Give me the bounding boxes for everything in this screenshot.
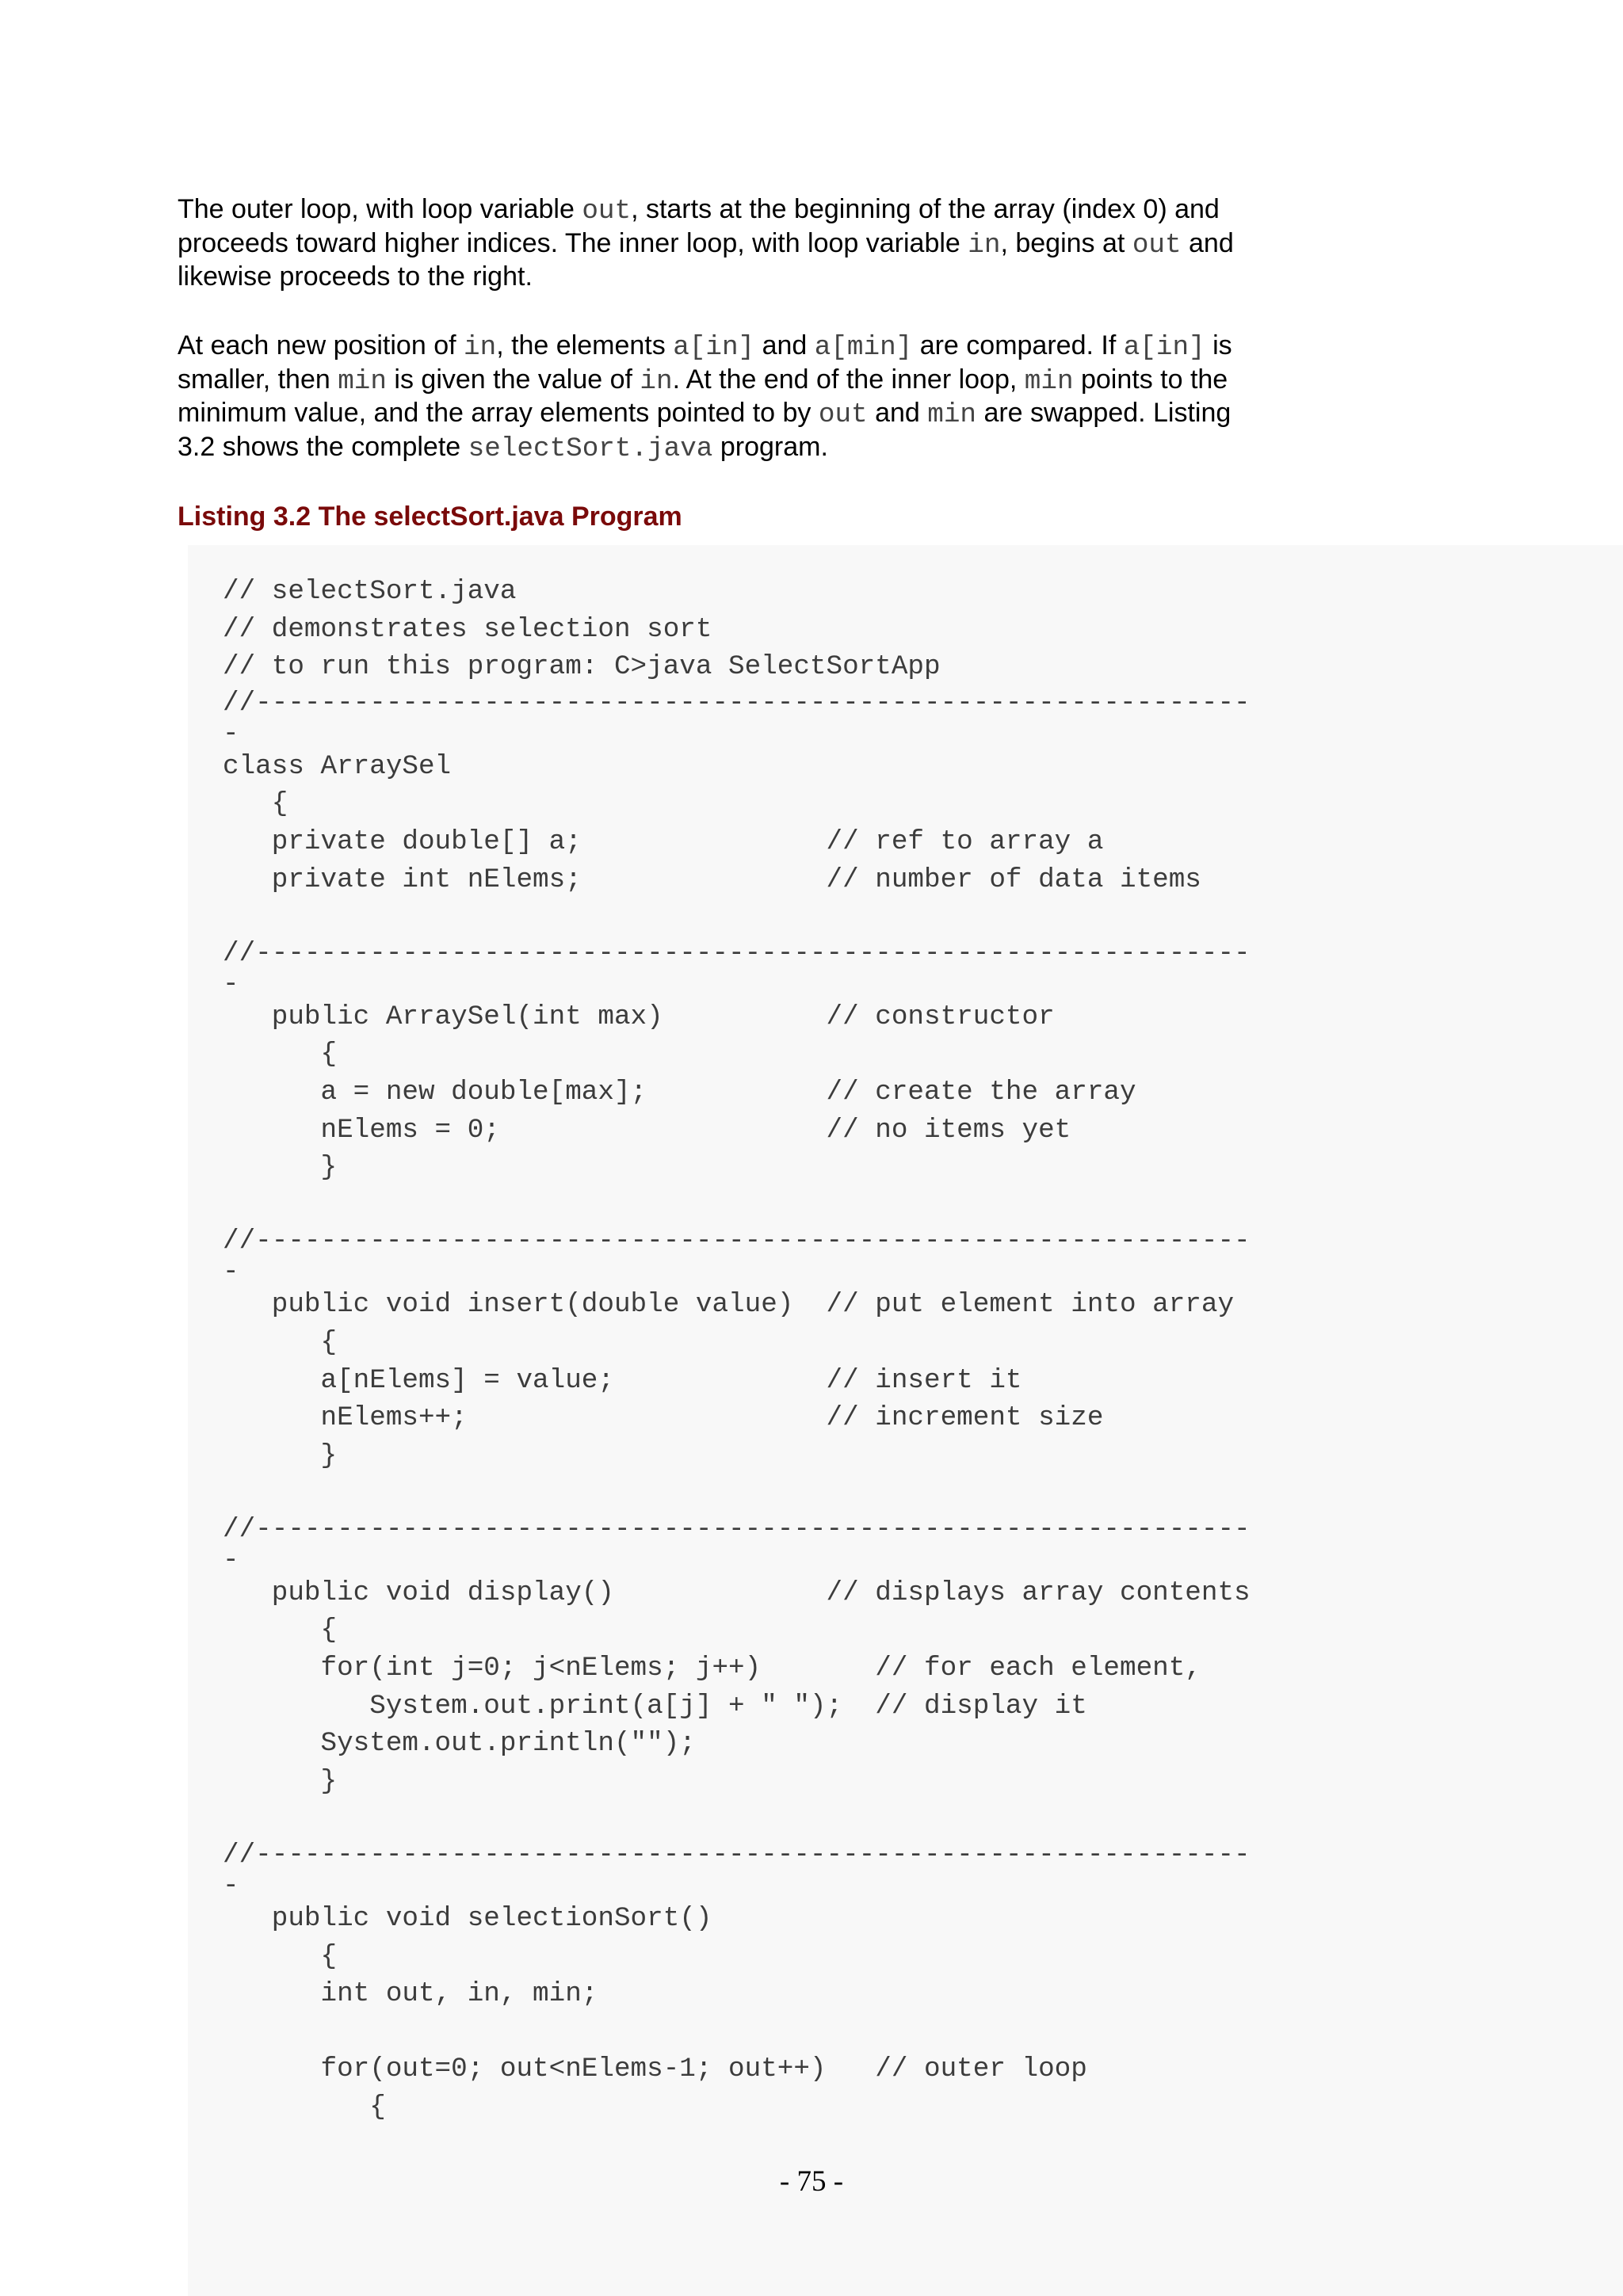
inline-code: out (818, 399, 868, 430)
code-line: class ArraySel (223, 750, 452, 782)
code-line: int out, in, min; (223, 1978, 598, 2010)
text-run: , the elements (496, 330, 674, 360)
paragraph-line (178, 227, 1234, 261)
code-line: { (223, 1326, 338, 1358)
inline-code: in (640, 365, 673, 397)
text-run: is (1205, 330, 1232, 360)
code-line: // demonstrates selection sort (223, 613, 712, 645)
code-blank-line (223, 2013, 1251, 2051)
code-line: nElems++; // increment size (223, 1402, 1104, 1434)
code-separator-wrap: - (223, 1257, 239, 1288)
page-number: - 75 - (779, 2165, 844, 2198)
text-run: is given the value of (386, 364, 640, 395)
text-run: The outer loop, with loop variable (178, 194, 582, 224)
code-separator-line: //------------------------------------------------------------- (223, 1840, 1251, 1871)
code-line: { (223, 1615, 338, 1646)
text-run: At each new position of (178, 330, 464, 360)
code-line: } (223, 1765, 338, 1797)
listing-heading: Listing 3.2 The selectSort.java Program (178, 502, 682, 532)
paragraph-outer-inner-loop (178, 193, 1234, 294)
paragraph-line (178, 193, 1234, 227)
code-line: System.out.println(""); (223, 1728, 696, 1760)
code-line: // selectSort.java (223, 576, 517, 607)
paragraph-line (178, 363, 1232, 397)
paragraph-line (178, 430, 1232, 464)
code-separator-wrap: - (223, 718, 239, 749)
code-line: } (223, 1152, 338, 1184)
text-run: smaller, then (178, 364, 338, 395)
code-separator-line: //------------------------------------------------------------- (223, 937, 1251, 969)
text-run: . At the end of the inner loop, (672, 364, 1025, 395)
text-run: are compared. If (912, 330, 1124, 360)
code-blank-line (223, 898, 1251, 936)
text-run: and (1181, 227, 1234, 258)
inline-code: out (1132, 229, 1182, 261)
code-line: { (223, 1039, 338, 1070)
code-separator-wrap: - (223, 1871, 239, 1902)
code-listing (223, 573, 1251, 2126)
code-blank-line (223, 1800, 1251, 1838)
text-run: points to the (1073, 364, 1228, 395)
code-line: a[nElems] = value; // insert it (223, 1364, 1022, 1396)
code-blank-line (223, 1187, 1251, 1225)
code-separator-line: //------------------------------------------------------------- (223, 1513, 1251, 1545)
inline-code: min (927, 399, 976, 430)
text-run: program. (712, 431, 828, 462)
code-line: nElems = 0; // no items yet (223, 1114, 1071, 1146)
code-line: { (223, 1940, 338, 1972)
inline-code: a[in] (673, 332, 755, 363)
code-line: private double[] a; // ref to array a (223, 826, 1104, 857)
code-blank-line (223, 1474, 1251, 1512)
inline-code: a[min] (814, 332, 913, 363)
paragraph-line (178, 396, 1232, 430)
code-line: // to run this program: C>java SelectSortApp (223, 651, 941, 683)
text-run: and (867, 398, 928, 428)
code-line: System.out.print(a[j] + " "); // display it (223, 1690, 1087, 1722)
text-run: are swapped. Listing (976, 398, 1232, 428)
paragraph-line (178, 260, 1234, 294)
inline-code: selectSort.java (468, 433, 713, 464)
code-line: { (223, 2092, 386, 2122)
code-line: for(out=0; out<nElems-1; out++) // outer loop (223, 2054, 1087, 2085)
code-line: for(int j=0; j<nElems; j++) // for each element, (223, 1653, 1201, 1684)
code-line: public void selectionSort() (223, 1903, 712, 1935)
code-line: public ArraySel(int max) // constructor (223, 1001, 1055, 1032)
text-run: 3.2 shows the complete (178, 431, 468, 462)
code-separator-line: //------------------------------------------------------------- (223, 687, 1251, 719)
code-separator-line: //------------------------------------------------------------- (223, 1226, 1251, 1257)
code-line: public void display() // displays array contents (223, 1577, 1251, 1608)
inline-code: out (582, 196, 632, 227)
inline-code: in (464, 332, 497, 363)
code-line: { (223, 788, 288, 820)
code-line: public void insert(double value) // put element into array (223, 1289, 1235, 1321)
code-line: a = new double[max]; // create the array (223, 1076, 1136, 1108)
code-separator-wrap: - (223, 1544, 239, 1576)
code-separator-wrap: - (223, 968, 239, 1000)
paragraph-comparison-swap (178, 329, 1232, 463)
inline-code: a[in] (1123, 332, 1205, 363)
inline-code: min (338, 365, 387, 397)
inline-code: min (1024, 365, 1074, 397)
text-run: proceeds toward higher indices. The inner loop, with loop variable (178, 227, 968, 258)
code-line: } (223, 1440, 338, 1471)
paragraph-line (178, 329, 1232, 363)
text-run: , begins at (1000, 227, 1132, 258)
text-run: , starts at the beginning of the array (index 0) and (631, 194, 1220, 224)
text-run: likewise proceeds to the right. (178, 261, 533, 292)
code-line: private int nElems; // number of data items (223, 864, 1201, 895)
inline-code: in (968, 229, 1001, 261)
text-run: minimum value, and the array elements pointed to by (178, 398, 819, 428)
text-run: and (754, 330, 815, 360)
